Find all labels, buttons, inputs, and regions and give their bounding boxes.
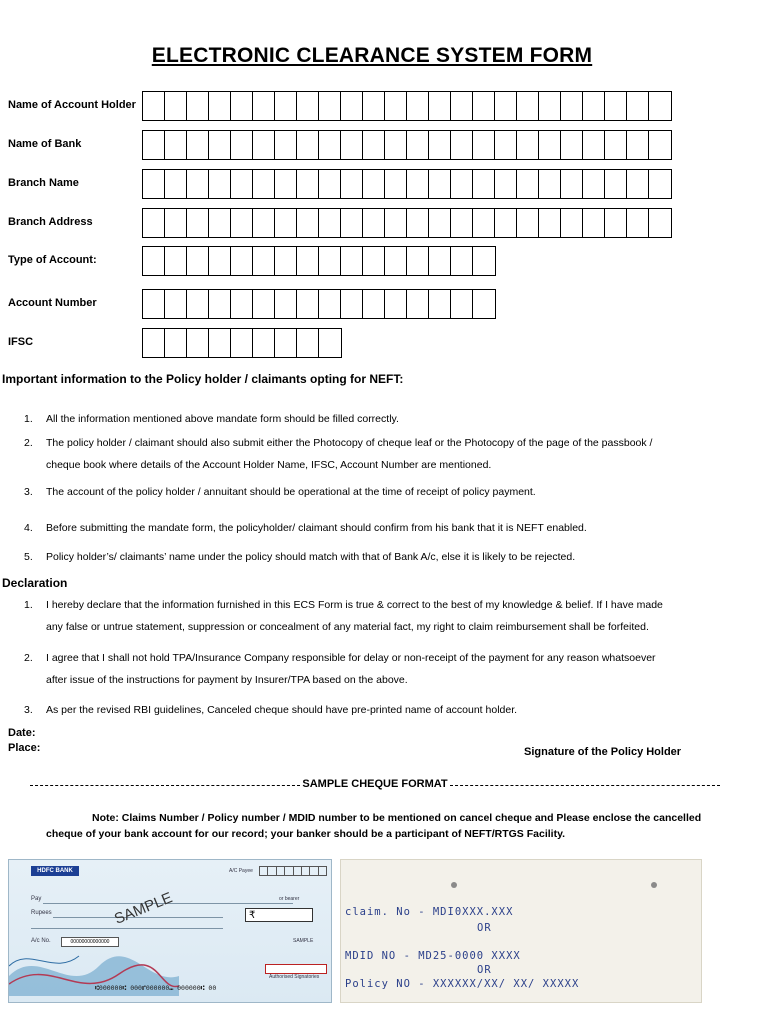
list-item-line: cheque book where details of the Account Holder Name, IFSC, Account Number are mentioned. (46, 459, 492, 471)
char-box[interactable] (341, 290, 363, 318)
char-box[interactable] (385, 170, 407, 198)
char-box[interactable] (363, 92, 385, 120)
char-box[interactable] (429, 92, 451, 120)
sample-cheque-divider (30, 778, 720, 790)
char-box[interactable] (275, 247, 297, 275)
char-box[interactable] (451, 247, 473, 275)
char-box[interactable] (209, 131, 231, 159)
char-box[interactable] (231, 131, 253, 159)
field-input-boxes[interactable] (142, 130, 672, 160)
list-item-line: any false or untrue statement, suppression or concealment of any material fact, my right to claim reimbursement shall be forfeited. (46, 621, 649, 633)
char-box[interactable] (253, 329, 275, 357)
char-box[interactable] (275, 209, 297, 237)
field-label: IFSC (8, 336, 34, 348)
list-item-line: Before submitting the mandate form, the policyholder/ claimant should confirm from his bank that it is NEFT enabled. (46, 522, 587, 534)
char-box[interactable] (187, 209, 209, 237)
char-box[interactable] (319, 290, 341, 318)
char-box[interactable] (495, 131, 517, 159)
char-box[interactable] (143, 92, 165, 120)
char-box[interactable] (495, 170, 517, 198)
handwritten-claim-no: claim. No - MDI0XXX.XXX (345, 906, 514, 918)
char-box[interactable] (143, 247, 165, 275)
list-item-number: 2. (24, 652, 33, 664)
char-box[interactable] (385, 209, 407, 237)
char-box[interactable] (187, 329, 209, 357)
list-item-line: The policy holder / claimant should also submit either the Photocopy of cheque leaf or the Photocopy of the page of the passbook / (46, 437, 653, 449)
char-box[interactable] (143, 170, 165, 198)
field-label: Name of Account Holder (8, 99, 136, 111)
field-label: Branch Address (8, 216, 93, 228)
char-box[interactable] (451, 92, 473, 120)
char-box[interactable] (429, 131, 451, 159)
list-item-line: I hereby declare that the information furnished in this ECS Form is true & correct to the best of my knowledge & belief. If I have made (46, 599, 663, 611)
char-box[interactable] (649, 209, 671, 237)
char-box[interactable] (451, 170, 473, 198)
char-box[interactable] (209, 290, 231, 318)
char-box[interactable] (407, 290, 429, 318)
char-box[interactable] (253, 247, 275, 275)
cheque-rupees-label: Rupees (31, 910, 52, 916)
cheque-pay-label: Pay (31, 896, 42, 902)
note (46, 810, 766, 842)
rupee-symbol: ₹ (249, 910, 256, 921)
char-box[interactable] (319, 92, 341, 120)
cheque-sample-small: SAMPLE (293, 938, 314, 944)
list-item-text (46, 517, 758, 539)
cheque-rupees-line-2 (31, 928, 223, 929)
handwritten-note-image (340, 859, 702, 1003)
char-box[interactable] (143, 329, 165, 357)
char-box[interactable] (231, 290, 253, 318)
char-box[interactable] (209, 247, 231, 275)
list-item-text (46, 594, 758, 638)
list-item-number: 2. (24, 437, 33, 449)
char-box[interactable] (319, 170, 341, 198)
list-item-text (46, 481, 758, 503)
char-box[interactable] (297, 92, 319, 120)
list-item-text (46, 432, 758, 476)
place-label: Place: (8, 742, 41, 754)
char-box[interactable] (363, 170, 385, 198)
cheque-payee-label: A/C Payee (229, 868, 253, 874)
char-box[interactable] (473, 247, 495, 275)
char-box[interactable] (319, 247, 341, 275)
char-box[interactable] (407, 170, 429, 198)
char-box[interactable] (165, 131, 187, 159)
list-item-text (46, 699, 758, 721)
char-box[interactable] (297, 131, 319, 159)
account-number-box: 00000000000000 (61, 937, 119, 947)
char-box[interactable] (143, 131, 165, 159)
char-box[interactable] (385, 247, 407, 275)
dash-left (30, 785, 300, 786)
char-box[interactable] (473, 209, 495, 237)
list-item-text (46, 647, 758, 691)
char-box[interactable] (649, 92, 671, 120)
handwritten-or-2: OR (477, 964, 492, 976)
list-item-number: 3. (24, 704, 33, 716)
char-box[interactable] (297, 170, 319, 198)
char-box[interactable] (583, 131, 605, 159)
char-box[interactable] (231, 92, 253, 120)
list-item-number: 4. (24, 522, 33, 534)
char-box[interactable] (473, 290, 495, 318)
char-box[interactable] (385, 290, 407, 318)
handwritten-policy-no: Policy NO - XXXXXX/XX/ XX/ XXXXX (345, 978, 580, 990)
dash-right (450, 785, 720, 786)
note-line-1: Note: Claims Number / Policy number / MDID number to be mentioned on cancel cheque and Please enclose the cancelled (92, 812, 702, 824)
char-box[interactable] (231, 329, 253, 357)
field-label: Account Number (8, 297, 97, 309)
cheque-bearer-label: or bearer (279, 896, 300, 902)
char-box[interactable] (341, 92, 363, 120)
char-box[interactable] (253, 209, 275, 237)
cheque-signatory-label: Authorised Signatories (269, 974, 320, 980)
field-input-boxes[interactable] (142, 289, 496, 319)
char-box[interactable] (407, 92, 429, 120)
char-box[interactable] (165, 329, 187, 357)
list-item-text (46, 546, 758, 568)
char-box[interactable] (605, 209, 627, 237)
info-heading: Important information to the Policy holder / claimants opting for NEFT: (2, 372, 404, 386)
char-box[interactable] (583, 170, 605, 198)
char-box[interactable] (649, 170, 671, 198)
char-box[interactable] (297, 247, 319, 275)
handwritten-mdid-no: MDID NO - MD25-0000 XXXX (345, 950, 521, 962)
sample-stamp: SAMPLE (112, 889, 175, 928)
char-box[interactable] (495, 209, 517, 237)
char-box[interactable] (517, 209, 539, 237)
handwritten-or-1: OR (477, 922, 492, 934)
char-box[interactable] (275, 170, 297, 198)
list-item-number: 1. (24, 599, 33, 611)
char-box[interactable] (341, 247, 363, 275)
sample-cheque-heading: SAMPLE CHEQUE FORMAT (302, 778, 448, 790)
char-box[interactable] (451, 131, 473, 159)
list-item-line: after issue of the instructions for payment by Insurer/TPA based on the above. (46, 674, 408, 686)
char-box[interactable] (253, 92, 275, 120)
char-box[interactable] (363, 290, 385, 318)
char-box[interactable] (363, 209, 385, 237)
char-box[interactable] (187, 170, 209, 198)
char-box[interactable] (429, 290, 451, 318)
field-label: Branch Name (8, 177, 79, 189)
char-box[interactable] (275, 92, 297, 120)
char-box[interactable] (341, 131, 363, 159)
char-box[interactable] (429, 209, 451, 237)
char-box[interactable] (605, 92, 627, 120)
char-box[interactable] (209, 170, 231, 198)
char-box[interactable] (209, 92, 231, 120)
field-label: Name of Bank (8, 138, 82, 150)
char-box[interactable] (473, 92, 495, 120)
char-box[interactable] (341, 170, 363, 198)
char-box[interactable] (143, 209, 165, 237)
char-box[interactable] (627, 209, 649, 237)
char-box[interactable] (253, 170, 275, 198)
char-box[interactable] (561, 170, 583, 198)
char-box[interactable] (583, 92, 605, 120)
char-box[interactable] (495, 92, 517, 120)
char-box[interactable] (319, 329, 341, 357)
char-box[interactable] (429, 170, 451, 198)
char-box[interactable] (297, 290, 319, 318)
char-box[interactable] (297, 209, 319, 237)
list-item-line: The account of the policy holder / annuitant should be operational at the time of receipt of policy payment. (46, 486, 536, 498)
list-item-number: 3. (24, 486, 33, 498)
declaration-heading: Declaration (2, 576, 68, 590)
bank-logo: HDFC BANK (31, 866, 79, 876)
note-line-2: cheque of your bank account for our record; your banker should be a participant of NEFT/RTGS Facility. (46, 828, 566, 840)
char-box[interactable] (363, 247, 385, 275)
char-box[interactable] (165, 92, 187, 120)
char-box[interactable] (473, 170, 495, 198)
signature-label: Signature of the Policy Holder (524, 746, 682, 758)
list-item-line: All the information mentioned above mandate form should be filled correctly. (46, 413, 399, 425)
sample-cheque-image (8, 859, 332, 1003)
char-box[interactable] (253, 290, 275, 318)
char-box[interactable] (517, 131, 539, 159)
char-box[interactable] (539, 170, 561, 198)
char-box[interactable] (561, 92, 583, 120)
char-box[interactable] (187, 290, 209, 318)
char-box[interactable] (187, 92, 209, 120)
char-box[interactable] (297, 329, 319, 357)
char-box[interactable] (319, 209, 341, 237)
char-box[interactable] (385, 92, 407, 120)
char-box[interactable] (209, 209, 231, 237)
list-item-text (46, 408, 758, 430)
char-box[interactable] (165, 290, 187, 318)
char-box[interactable] (561, 209, 583, 237)
char-box[interactable] (165, 209, 187, 237)
char-box[interactable] (451, 290, 473, 318)
char-box[interactable] (363, 131, 385, 159)
char-box[interactable] (451, 209, 473, 237)
field-input-boxes[interactable] (142, 246, 496, 276)
signature-box (265, 964, 327, 974)
list-item-number: 1. (24, 413, 33, 425)
char-box[interactable] (187, 247, 209, 275)
field-input-boxes[interactable] (142, 169, 672, 199)
char-box[interactable] (407, 247, 429, 275)
char-box[interactable] (187, 131, 209, 159)
field-input-boxes[interactable] (142, 328, 342, 358)
char-box[interactable] (231, 209, 253, 237)
field-input-boxes[interactable] (142, 208, 672, 238)
char-box[interactable] (275, 329, 297, 357)
form-title: ELECTRONIC CLEARANCE SYSTEM FORM (151, 44, 593, 67)
field-input-boxes[interactable] (142, 91, 672, 121)
cheque-date-boxes (259, 866, 327, 876)
field-label: Type of Account: (8, 254, 97, 266)
char-box[interactable] (385, 131, 407, 159)
punch-hole-right (651, 882, 657, 888)
char-box[interactable] (605, 131, 627, 159)
char-box[interactable] (407, 209, 429, 237)
char-box[interactable] (539, 131, 561, 159)
char-box[interactable] (143, 290, 165, 318)
char-box[interactable] (649, 131, 671, 159)
char-box[interactable] (561, 131, 583, 159)
char-box[interactable] (165, 247, 187, 275)
char-box[interactable] (517, 92, 539, 120)
char-box[interactable] (627, 170, 649, 198)
char-box[interactable] (605, 170, 627, 198)
char-box[interactable] (627, 92, 649, 120)
char-box[interactable] (319, 131, 341, 159)
date-label: Date: (8, 727, 36, 739)
list-item-line: Policy holder’s/ claimants’ name under the policy should match with that of Bank A/c, else it is likely to be rejected. (46, 551, 576, 563)
char-box[interactable] (209, 329, 231, 357)
char-box[interactable] (583, 209, 605, 237)
char-box[interactable] (231, 247, 253, 275)
char-box[interactable] (473, 131, 495, 159)
char-box[interactable] (429, 247, 451, 275)
acno-label: A/c No. (31, 938, 51, 944)
list-item-number: 5. (24, 551, 33, 563)
amount-box (245, 908, 313, 922)
char-box[interactable] (341, 209, 363, 237)
char-box[interactable] (627, 131, 649, 159)
punch-hole-left (451, 882, 457, 888)
char-box[interactable] (231, 170, 253, 198)
micr-line: ⑆000000⑆ 000⑈000000⑉ 000000⑆ 00 (95, 984, 217, 992)
char-box[interactable] (539, 209, 561, 237)
list-item-line: As per the revised RBI guidelines, Canceled cheque should have pre-printed name of account holder. (46, 704, 518, 716)
list-item-line: I agree that I shall not hold TPA/Insurance Company responsible for delay or non-receipt of the payment for any reason whatsoever (46, 652, 656, 664)
char-box[interactable] (253, 131, 275, 159)
char-box[interactable] (275, 131, 297, 159)
char-box[interactable] (539, 92, 561, 120)
char-box[interactable] (165, 170, 187, 198)
char-box[interactable] (517, 170, 539, 198)
char-box[interactable] (407, 131, 429, 159)
char-box[interactable] (275, 290, 297, 318)
